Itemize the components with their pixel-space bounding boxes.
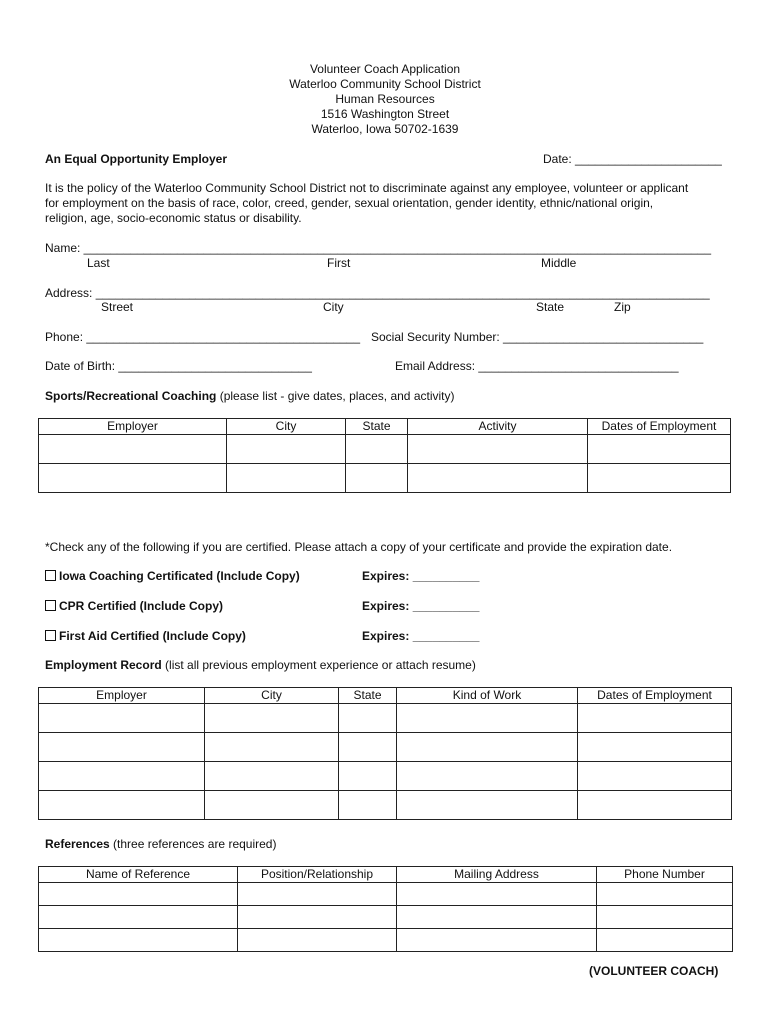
column-header: City <box>227 419 346 435</box>
name-first-label: First <box>327 256 351 270</box>
table-cell[interactable] <box>227 464 346 493</box>
checkbox[interactable] <box>45 600 56 611</box>
form-title: Volunteer Coach Application <box>309 62 461 76</box>
table-cell[interactable] <box>397 762 578 791</box>
policy-line: religion, age, socio-economic status or disability. <box>45 211 302 225</box>
cert-expires-field[interactable]: Expires: __________ <box>362 629 480 643</box>
cert-iowa-coaching[interactable] <box>45 569 300 583</box>
column-header: Phone Number <box>597 867 733 883</box>
table-cell[interactable] <box>578 704 732 733</box>
table-cell[interactable] <box>339 762 397 791</box>
table-row <box>39 733 732 762</box>
column-header: Employer <box>39 688 205 704</box>
certification-note: *Check any of the following if you are certified. Please attach a copy of your certificate and provide the expiration date. <box>45 540 673 554</box>
table-cell[interactable] <box>39 464 227 493</box>
district-name: Waterloo Community School District <box>289 77 481 91</box>
table-cell[interactable] <box>39 762 205 791</box>
column-header: Employer <box>39 419 227 435</box>
column-header: State <box>339 688 397 704</box>
date-field[interactable]: Date: ______________________ <box>543 152 722 166</box>
references-table <box>38 866 733 952</box>
dob-field[interactable]: Date of Birth: _____________________________ <box>45 359 312 373</box>
table-cell[interactable] <box>205 733 339 762</box>
table-cell[interactable] <box>339 704 397 733</box>
table-cell[interactable] <box>397 704 578 733</box>
employment-title: Employment Record <box>45 658 162 672</box>
table-cell[interactable] <box>238 929 397 952</box>
cert-expires-field[interactable]: Expires: __________ <box>362 569 480 583</box>
column-header: Position/Relationship <box>238 867 397 883</box>
column-header: Dates of Employment <box>588 419 731 435</box>
department-name: Human Resources <box>335 92 435 106</box>
table-cell[interactable] <box>205 762 339 791</box>
table-row <box>39 883 733 906</box>
address-field[interactable]: Address: ____________________________________________________________________________________________ <box>45 286 710 300</box>
table-cell[interactable] <box>578 791 732 820</box>
table-cell[interactable] <box>597 906 733 929</box>
policy-paragraph <box>45 181 735 226</box>
sports-note: (please list - give dates, places, and activity) <box>216 389 455 403</box>
policy-line: It is the policy of the Waterloo Community School District not to discriminate against any employee, volunteer or applicant <box>45 181 689 195</box>
table-header-row <box>39 688 732 704</box>
table-cell[interactable] <box>39 906 238 929</box>
table-cell[interactable] <box>39 733 205 762</box>
name-last-label: Last <box>87 256 110 270</box>
checkbox[interactable] <box>45 570 56 581</box>
letterhead <box>0 62 770 137</box>
table-cell[interactable] <box>238 883 397 906</box>
table-row <box>39 929 733 952</box>
table-cell[interactable] <box>578 762 732 791</box>
table-row <box>39 762 732 791</box>
name-field[interactable]: Name: ______________________________________________________________________________________________ <box>45 241 712 255</box>
city-state-zip: Waterloo, Iowa 50702-1639 <box>311 122 459 136</box>
table-row <box>39 704 732 733</box>
table-cell[interactable] <box>397 733 578 762</box>
table-cell[interactable] <box>408 464 588 493</box>
table-cell[interactable] <box>397 929 597 952</box>
employment-note: (list all previous employment experience or attach resume) <box>161 658 476 672</box>
table-cell[interactable] <box>238 906 397 929</box>
table-cell[interactable] <box>588 464 731 493</box>
table-cell[interactable] <box>227 435 346 464</box>
table-cell[interactable] <box>39 791 205 820</box>
references-section-heading <box>45 837 276 851</box>
table-row <box>39 435 731 464</box>
address-state-label: State <box>536 300 565 314</box>
table-row <box>39 906 733 929</box>
address-city-label: City <box>323 300 344 314</box>
cert-label: CPR Certified (Include Copy) <box>59 599 224 613</box>
table-cell[interactable] <box>408 435 588 464</box>
employment-section-heading <box>45 658 476 672</box>
table-cell[interactable] <box>578 733 732 762</box>
footer-label: (VOLUNTEER COACH) <box>589 964 719 978</box>
table-row <box>39 791 732 820</box>
cert-expires-field[interactable]: Expires: __________ <box>362 599 480 613</box>
sports-table <box>38 418 731 493</box>
table-cell[interactable] <box>346 435 408 464</box>
column-header: Name of Reference <box>39 867 238 883</box>
table-cell[interactable] <box>397 906 597 929</box>
table-cell[interactable] <box>39 435 227 464</box>
references-note: (three references are required) <box>109 837 277 851</box>
table-cell[interactable] <box>339 733 397 762</box>
column-header: Dates of Employment <box>578 688 732 704</box>
cert-first-aid[interactable] <box>45 629 246 643</box>
table-cell[interactable] <box>205 791 339 820</box>
table-cell[interactable] <box>397 791 578 820</box>
address-street-label: Street <box>101 300 134 314</box>
column-header: State <box>346 419 408 435</box>
table-cell[interactable] <box>597 883 733 906</box>
sports-section-heading <box>45 389 454 403</box>
checkbox[interactable] <box>45 630 56 641</box>
table-header-row <box>39 419 731 435</box>
street-address: 1516 Washington Street <box>320 107 450 121</box>
cert-label: First Aid Certified (Include Copy) <box>59 629 246 643</box>
table-cell[interactable] <box>39 704 205 733</box>
phone-field[interactable]: Phone: _________________________________________ <box>45 330 360 344</box>
table-row <box>39 464 731 493</box>
policy-line: for employment on the basis of race, color, creed, gender, sexual orientation, gender identity, ethnic/national origin, <box>45 196 654 210</box>
column-header: Kind of Work <box>397 688 578 704</box>
table-cell[interactable] <box>39 883 238 906</box>
cert-label: Iowa Coaching Certificated (Include Copy) <box>59 569 300 583</box>
address-zip-label: Zip <box>614 300 631 314</box>
column-header: Activity <box>408 419 588 435</box>
table-cell[interactable] <box>39 929 238 952</box>
email-field[interactable]: Email Address: ______________________________ <box>395 359 679 373</box>
references-title: References <box>45 837 110 851</box>
name-middle-label: Middle <box>541 256 577 270</box>
table-cell[interactable] <box>588 435 731 464</box>
column-header: City <box>205 688 339 704</box>
employment-table <box>38 687 732 820</box>
eoe-statement: An Equal Opportunity Employer <box>45 152 228 166</box>
sports-title: Sports/Recreational Coaching <box>45 389 217 403</box>
ssn-field[interactable]: Social Security Number: ______________________________ <box>371 330 704 344</box>
cert-cpr[interactable] <box>45 599 223 613</box>
table-header-row <box>39 867 733 883</box>
table-cell[interactable] <box>597 929 733 952</box>
table-cell[interactable] <box>346 464 408 493</box>
table-cell[interactable] <box>205 704 339 733</box>
column-header: Mailing Address <box>397 867 597 883</box>
table-cell[interactable] <box>339 791 397 820</box>
table-cell[interactable] <box>397 883 597 906</box>
